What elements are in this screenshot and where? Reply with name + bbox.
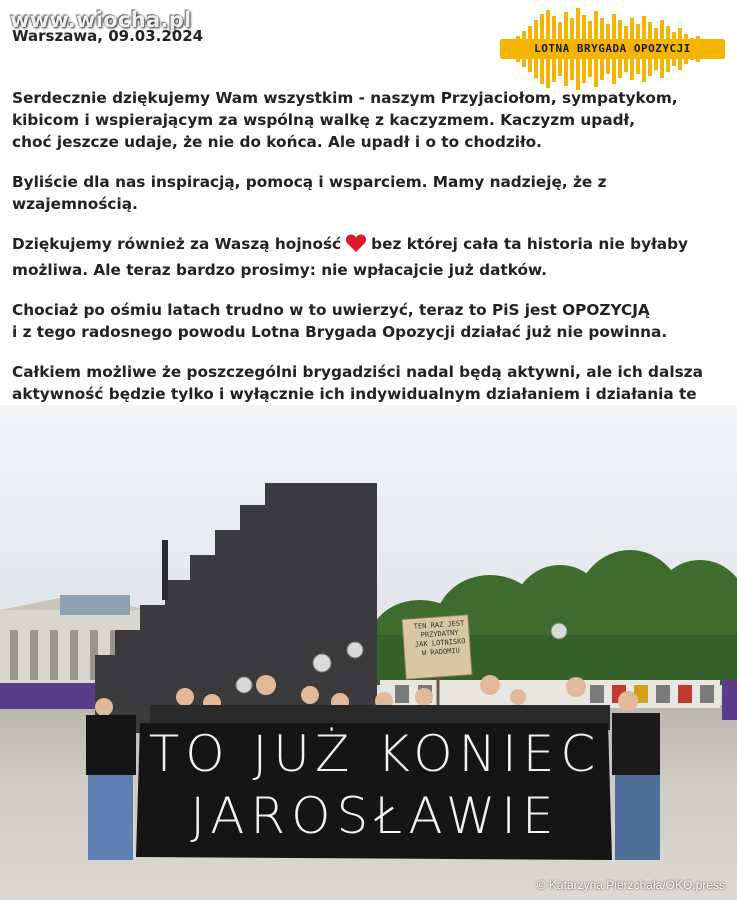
photo-credit: © Katarzyna Pierzchała/OKO.press [536,878,725,892]
protest-photo [0,405,737,900]
letter-date: Warszawa, 09.03.2024 [12,27,204,45]
logo-text: LOTNA BRYGADA OPOZYCJI [534,42,691,55]
lbo-logo [500,6,725,92]
donation-text-before: Dziękujemy również za Waszą hojność [12,235,342,253]
protest-sign-text: TEN RAZ JEST PRZYDATNY JAK LOTNISKO W RADOMIU [413,619,466,658]
paragraph-thanks: Serdecznie dziękujemy Wam wszystkim - naszym Przyjaciołom, sympatykom, kibicom i wspierającym za wspólną walkę z kaczyzmem. Kaczyzm upadł, choć jeszcze udaje, że nie do końca. Ale upadł i o to chodziło. [12,89,678,151]
donation-text-after: bez której cała ta historia nie byłaby możliwa. Ale teraz bardzo prosimy: nie wpłacajcie już datków. [12,235,689,279]
site-watermark: www.wiocha.pl [10,8,192,32]
paragraph-donations [12,233,724,281]
heart-icon [345,233,367,259]
paragraph-opposition: Chociaż po ośmiu latach trudno w to uwierzyć, teraz to PiS jest OPOZYCJĄ i z tego radosnego powodu Lotna Brygada Opozycji działać już nie powinna. [12,301,668,341]
banner-slogan: TO JUŻ KONIEC JAROSŁAWIE [148,725,602,845]
paragraph-inspiration: Byliście dla nas inspiracją, pomocą i wsparciem. Mamy nadzieję, że z wzajemnością. [12,173,607,213]
paragraph-members: Całkiem możliwe że poszczególni brygadziści nadal będą aktywni, ale ich dalsza aktywność będzie tylko i wyłącznie ich indywidualnym działaniem i działania te [12,363,703,403]
